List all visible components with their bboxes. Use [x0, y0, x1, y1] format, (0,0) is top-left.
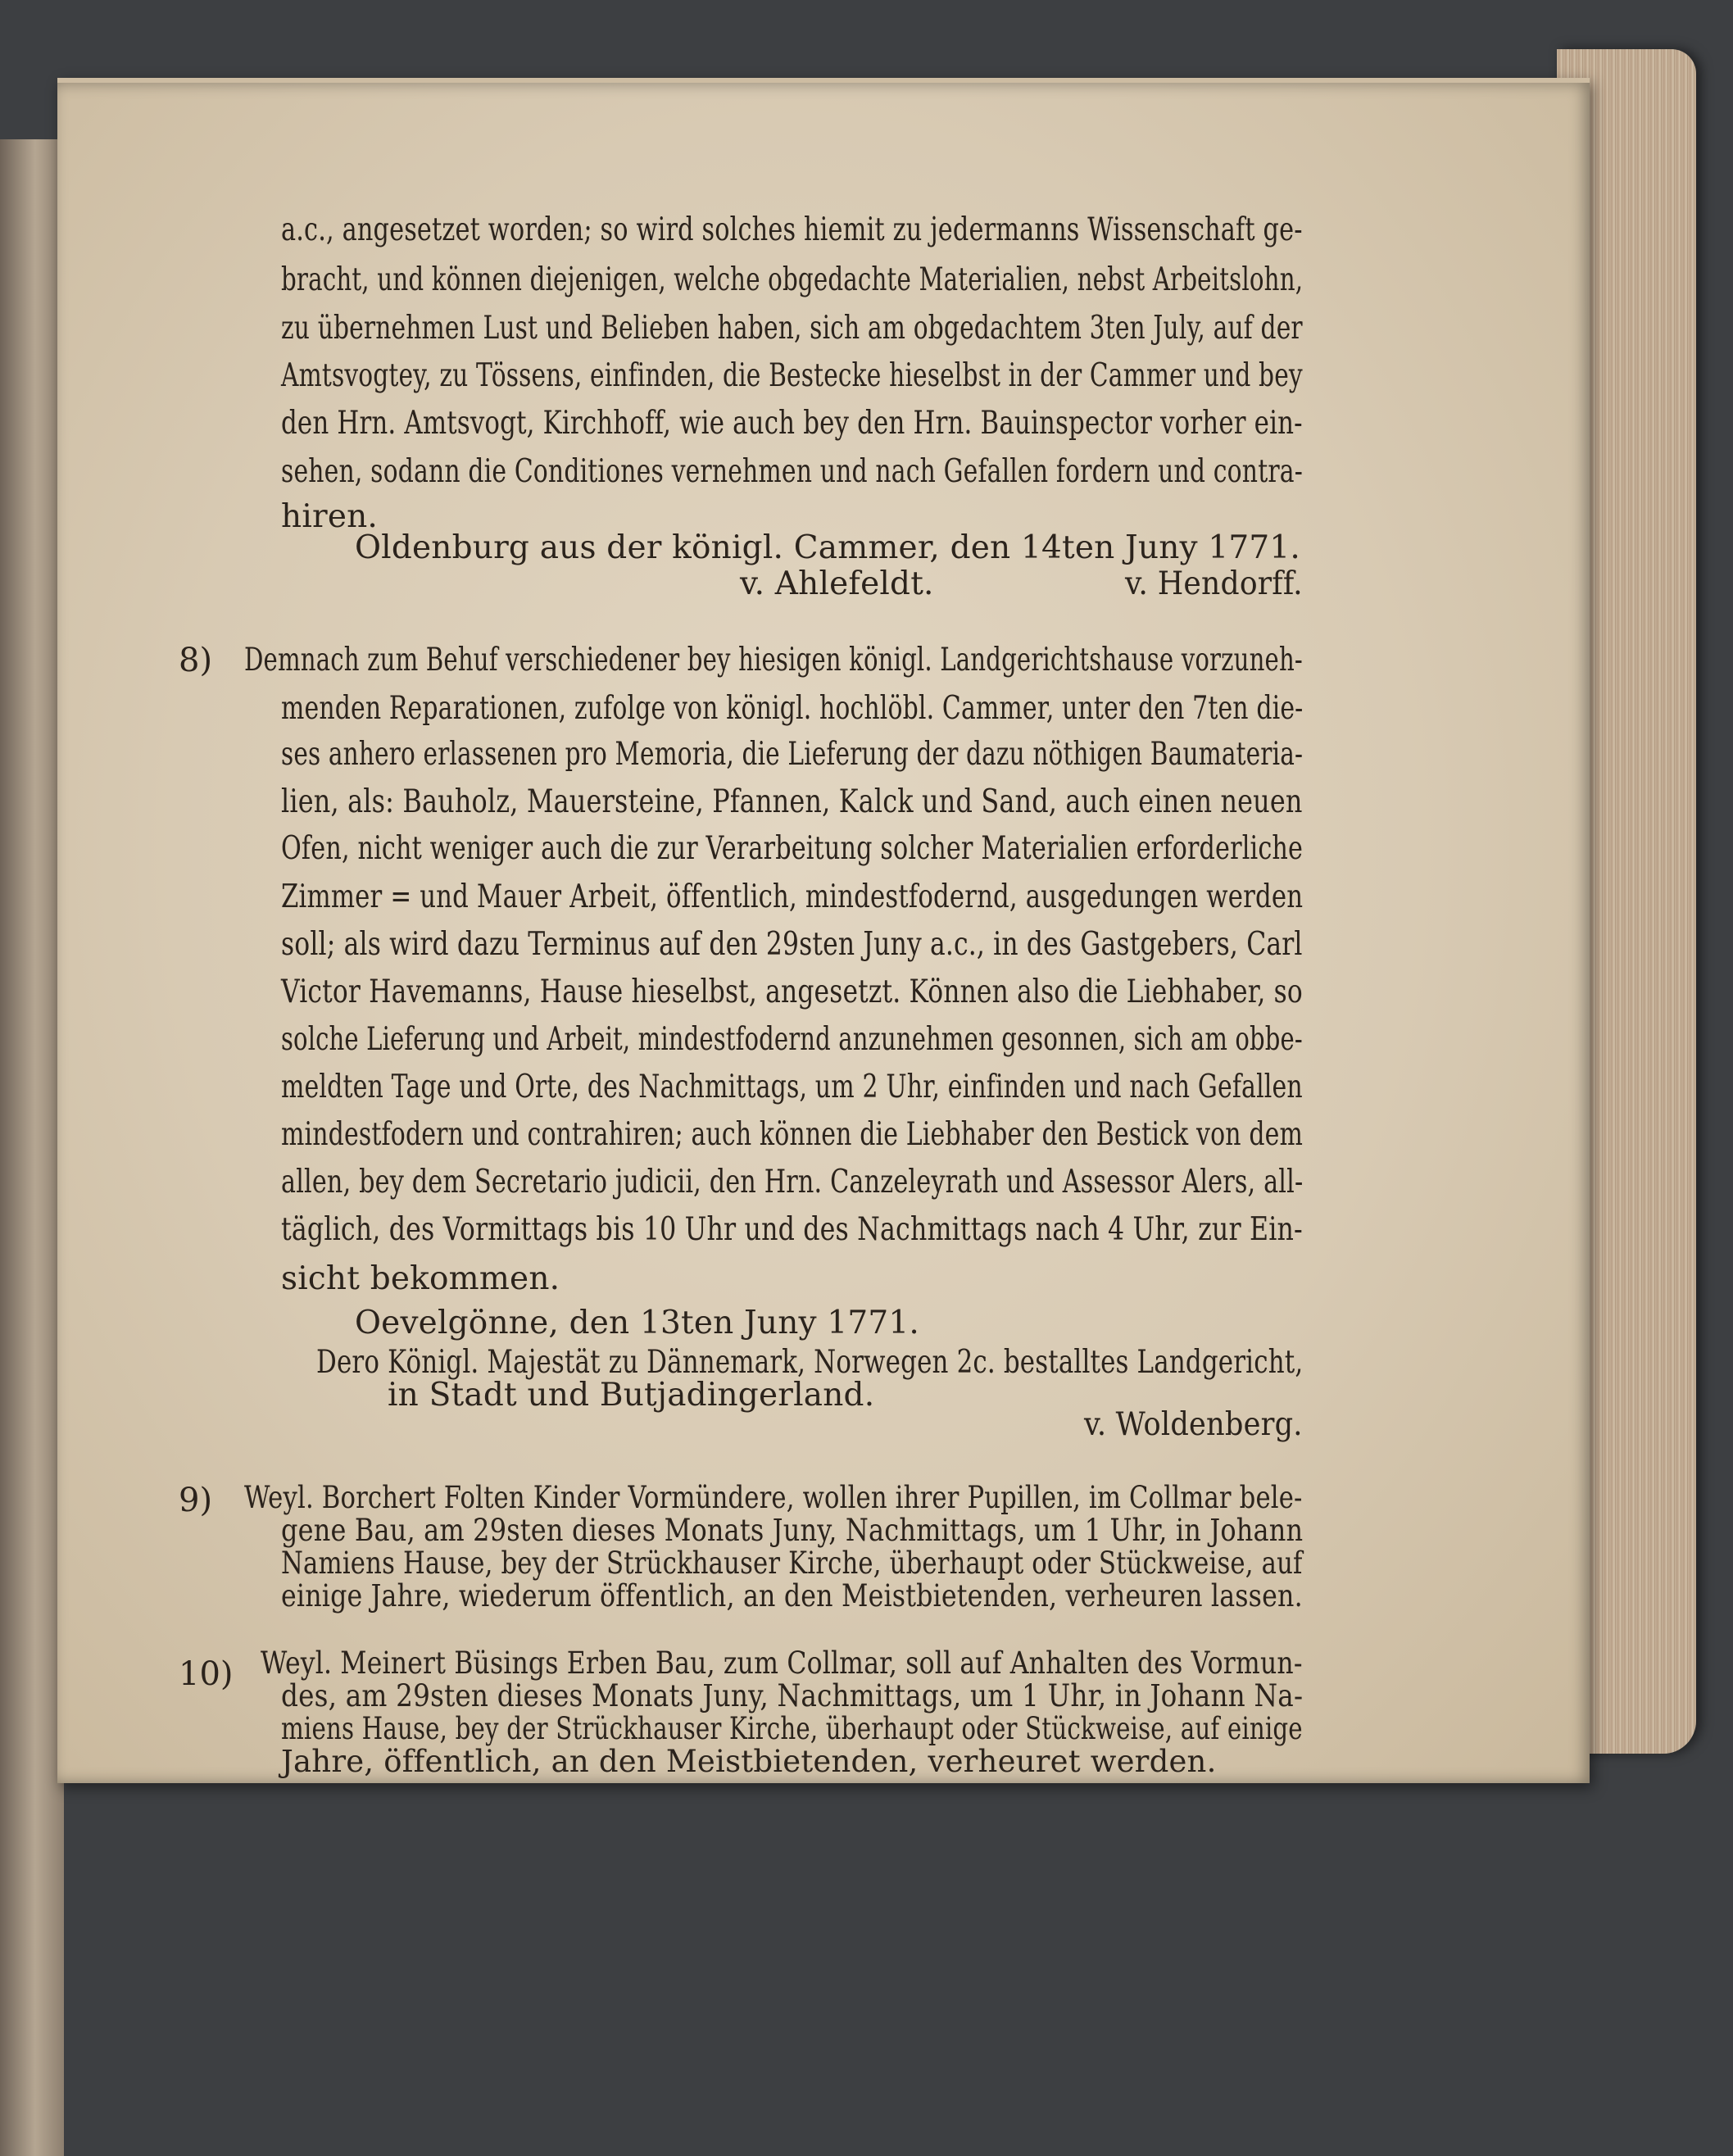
text-line: solche Lieferung und Arbeit, mindestfodernd anzunehmen gesonnen, sich am obbe-	[281, 1021, 1303, 1058]
text-line: hiren.	[281, 498, 379, 535]
text-line: mindestfodern und contrahiren; auch können die Liebhaber den Bestick von dem	[281, 1116, 1304, 1153]
signature: v. Woldenberg.	[1084, 1406, 1303, 1443]
item-number: 8)	[179, 642, 213, 679]
date-line: Oevelgönne, den 13ten Juny 1771.	[355, 1305, 919, 1341]
text-line: meldten Tage und Orte, des Nachmittags, um 2 Uhr, einfinden und nach Gefallen	[281, 1069, 1303, 1105]
authority-line: Dero Königl. Majestät zu Dännemark, Norwegen 2c. bestalltes Landgericht,	[316, 1344, 1304, 1381]
text-line: gene Bau, am 29sten dieses Monats Juny, Nachmittags, um 1 Uhr, in Johann	[281, 1513, 1304, 1548]
date-line: Oldenburg aus der königl. Cammer, den 14ten Juny 1771.	[355, 529, 1300, 566]
text-line: sehen, sodann die Conditiones vernehmen und nach Gefallen fordern und contra-	[281, 453, 1303, 490]
text-line: Amtsvogtey, zu Tössens, einfinden, die Bestecke hieselbst in der Cammer und bey	[281, 357, 1303, 394]
text-line: Weyl. Borchert Folten Kinder Vormündere, wollen ihrer Pupillen, im Collmar bele-	[244, 1480, 1303, 1515]
text-line: Namiens Hause, bey der Strückhauser Kirche, überhaupt oder Stückweise, auf	[281, 1546, 1303, 1581]
text-line: Jahre, öffentlich, an den Meistbietenden, verheuret werden.	[281, 1744, 1217, 1779]
text-line: a.c., angesetzet worden; so wird solches hiemit zu jedermanns Wissenschaft ge-	[281, 211, 1303, 248]
signature-right: v. Hendorff.	[1125, 565, 1303, 602]
text-line: soll; als wird dazu Terminus auf den 29sten Juny a.c., in des Gastgebers, Carl	[281, 926, 1303, 963]
signature-left: v. Ahlefeldt.	[740, 565, 934, 602]
item-number: 9)	[179, 1482, 213, 1519]
text-line: des, am 29sten dieses Monats Juny, Nachmittags, um 1 Uhr, in Johann Na-	[281, 1678, 1304, 1713]
text-line: miens Hause, bey der Strückhauser Kirche, überhaupt oder Stückweise, auf einige	[281, 1711, 1303, 1746]
authority-line: in Stadt und Butjadingerland.	[388, 1377, 875, 1414]
text-line: Demnach zum Behuf verschiedener bey hiesigen königl. Landgerichtshause vorzuneh-	[244, 642, 1303, 679]
text-line: Victor Havemanns, Hause hieselbst, angesetzt. Können also die Liebhaber, so	[281, 974, 1303, 1010]
text-line: lien, als: Bauholz, Mauersteine, Pfannen, Kalck und Sand, auch einen neuen	[281, 783, 1303, 820]
text-line: sicht bekommen.	[281, 1260, 560, 1297]
text-line: Zimmer = und Mauer Arbeit, öffentlich, mindestfodernd, ausgedungen werden	[281, 878, 1304, 915]
text-line: allen, bey dem Secretario judicii, den Hrn. Canzeleyrath und Assessor Alers, all-	[281, 1164, 1304, 1201]
facing-page-edge	[0, 139, 64, 2156]
text-line: menden Reparationen, zufolge von königl. hochlöbl. Cammer, unter den 7ten die-	[281, 690, 1304, 727]
text-line: ses anhero erlassenen pro Memoria, die Lieferung der dazu nöthigen Baumateria-	[281, 736, 1304, 773]
text-line: zu übernehmen Lust und Belieben haben, sich am obgedachtem 3ten July, auf der	[281, 310, 1303, 347]
text-line: Ofen, nicht weniger auch die zur Verarbeitung solcher Materialien erforderliche	[281, 830, 1304, 867]
text-line: Weyl. Meinert Büsings Erben Bau, zum Collmar, soll auf Anhalten des Vormun-	[261, 1645, 1303, 1681]
text-line: täglich, des Vormittags bis 10 Uhr und des Nachmittags nach 4 Uhr, zur Ein-	[281, 1211, 1303, 1248]
text-line: den Hrn. Amtsvogt, Kirchhoff, wie auch bey den Hrn. Bauinspector vorher ein-	[281, 405, 1303, 442]
text-line: einige Jahre, wiederum öffentlich, an den Meistbietenden, verheuren lassen.	[281, 1578, 1303, 1614]
text-line: bracht, und können diejenigen, welche obgedachte Materialien, nebst Arbeitslohn,	[281, 261, 1304, 298]
item-number: 10)	[179, 1655, 234, 1693]
